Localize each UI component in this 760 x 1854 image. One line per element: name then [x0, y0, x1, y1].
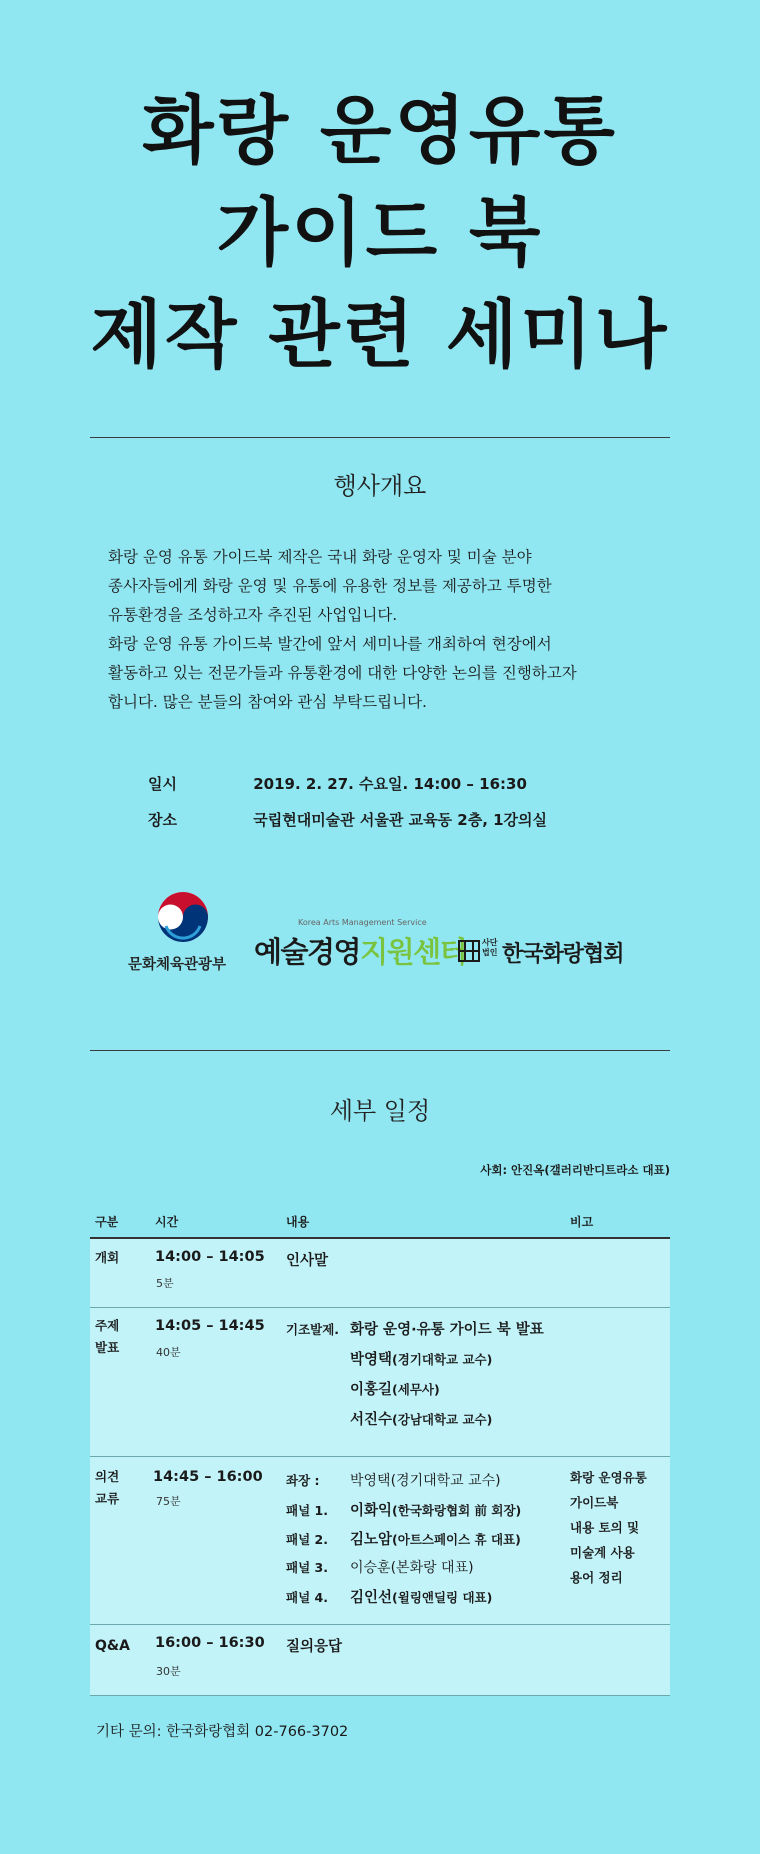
col-content: 내용: [286, 1215, 310, 1229]
gallery-mark-icon: [458, 940, 480, 962]
taeguk-icon: [156, 890, 210, 944]
overview-heading: 행사개요: [333, 472, 427, 500]
presenter-1: 박영택(경기대학교 교수): [350, 1352, 493, 1368]
row-gubun: 의견 교류: [95, 1469, 120, 1506]
table-row-keynote: [90, 1308, 670, 1457]
keynote-role: 기조발제.: [286, 1322, 340, 1337]
moderator: 사회: 안진옥(갤러리반디트라소 대표): [480, 1163, 670, 1177]
event-date: [148, 773, 527, 794]
contact-info: 기타 문의: 한국화랑협회 02-766-3702: [96, 1724, 349, 1740]
ministry-name: 문화체육관광부: [128, 957, 227, 973]
overview-text: [108, 543, 668, 717]
col-time: 시간: [155, 1215, 179, 1229]
schedule-table-header: [90, 1208, 670, 1236]
presenter-3: 서진수(강남대학교 교수): [350, 1412, 493, 1428]
arts-management-logo: [254, 918, 467, 988]
row-content: 인사말: [286, 1253, 329, 1269]
panel-2: 패널 2. 김노암(아트스페이스 휴 대표): [286, 1532, 521, 1548]
title-line-1: 화랑 운영유통: [142, 88, 618, 174]
keynote-topic: 기조발제. 화랑 운영·유통 가이드 북 발표: [286, 1322, 544, 1338]
arts-english-name: Korea Arts Management Service: [298, 918, 427, 927]
row-time: 14:45 – 16:00: [153, 1469, 263, 1485]
row-time: 14:00 – 14:05: [155, 1249, 265, 1265]
title-line-3: 제작 관련 세미나: [90, 292, 670, 378]
sponsor-logos: [0, 888, 760, 998]
row-duration: 75분: [156, 1495, 181, 1508]
col-remark: 비고: [570, 1215, 594, 1229]
row-gubun: 주제 발표: [95, 1318, 120, 1355]
panel-4: 패널 4. 김인선(윌링앤딜링 대표): [286, 1590, 493, 1606]
overview-line: 활동하고 있는 전문가들과 유통환경에 대한 다양한 논의를 진행하고자: [108, 664, 577, 682]
arts-korean-name: 예술경영지원센터: [254, 935, 467, 969]
overview-line: 화랑 운영 유통 가이드북 발간에 앞서 세미나를 개최하여 현장에서: [108, 635, 552, 653]
chair: 좌장 : 박영택(경기대학교 교수): [286, 1473, 501, 1489]
row-duration: 30분: [156, 1665, 181, 1678]
row-duration: 5분: [156, 1277, 174, 1290]
ministry-logo: [128, 888, 244, 988]
discussion-remark: 화랑 운영유통 가이드북 내용 토의 및 미술계 사용 용어 정리: [570, 1470, 647, 1585]
panel-1: 패널 1. 이화익(한국화랑협회 前 회장): [286, 1503, 522, 1519]
schedule-heading: 세부 일정: [329, 1097, 431, 1125]
row-duration: 40분: [156, 1346, 181, 1359]
divider-top: [90, 437, 670, 438]
overview-line: 화랑 운영 유통 가이드북 제작은 국내 화랑 운영자 및 미술 분야: [108, 548, 532, 566]
event-title: [0, 80, 760, 386]
table-row-discussion: [90, 1457, 670, 1625]
divider-middle: [90, 1050, 670, 1051]
place-value: 국립현대미술관 서울관 교육동 2층, 1강의실: [253, 811, 548, 829]
panel-3: 패널 3. 이승훈(본화랑 대표): [286, 1560, 474, 1576]
row-time: 14:05 – 14:45: [155, 1318, 265, 1334]
place-label: 장소: [148, 811, 177, 829]
gallery-association-name: 한국화랑협회: [502, 942, 624, 967]
date-label: 일시: [148, 775, 177, 793]
row-time: 16:00 – 16:30: [155, 1635, 265, 1651]
gallery-association-logo: [458, 932, 658, 972]
table-row-opening: [90, 1239, 670, 1308]
col-gubun: 구분: [95, 1215, 119, 1229]
presenter-2: 이홍길(세무사): [350, 1382, 440, 1398]
date-value: 2019. 2. 27. 수요일. 14:00 – 16:30: [253, 775, 527, 793]
row-gubun: Q&A: [95, 1638, 130, 1654]
event-place: [148, 809, 547, 830]
overview-line: 유통환경을 조성하고자 추진된 사업입니다.: [108, 606, 398, 624]
row-content: 질의응답: [286, 1639, 343, 1655]
overview-line: 합니다. 많은 분들의 참여와 관심 부탁드립니다.: [108, 693, 427, 711]
overview-line: 종사자들에게 화랑 운영 및 유통에 유용한 정보를 제공하고 투명한: [108, 577, 552, 595]
title-line-2: 가이드 북: [216, 190, 544, 276]
table-row-qa: [90, 1625, 670, 1696]
gallery-corp-label: 사단 법인: [482, 938, 498, 957]
row-gubun: 개회: [95, 1250, 120, 1265]
